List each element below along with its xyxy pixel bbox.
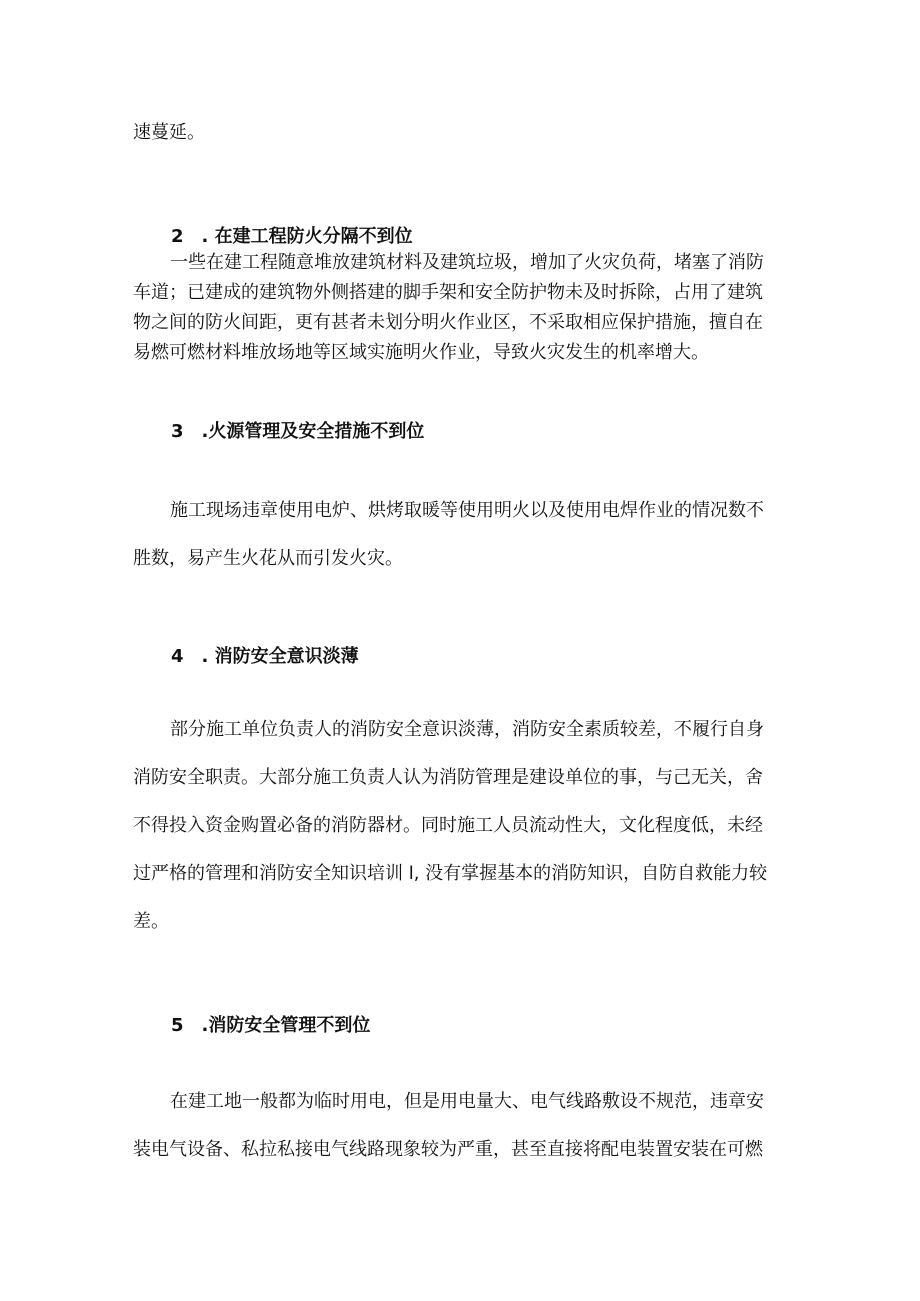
paragraph-line: 速蔓延。 <box>133 122 205 143</box>
section-heading-5: 5 .消防安全管理不到位 <box>171 1015 371 1036</box>
section-4-paragraph <box>133 706 793 946</box>
section-heading-4: 4 . 消防安全意识淡薄 <box>171 646 359 667</box>
paragraph-line: 差。 <box>133 911 169 932</box>
paragraph-line: 在建工地一般都为临时用电，但是用电量大、电气线路敷设不规范，违章安 <box>170 1091 764 1112</box>
paragraph-line: 施工现场违章使用电炉、烘烤取暖等使用明火以及使用电焊作业的情况数不 <box>170 500 764 521</box>
section-heading-2: 2 . 在建工程防火分隔不到位 <box>171 226 413 247</box>
paragraph-line: 装电气设备、私拉私接电气线路现象较为严重，甚至直接将配电装置安装在可燃 <box>133 1139 763 1160</box>
paragraph-line: 易燃可燃材料堆放场地等区域实施明火作业，导致火灾发生的机率增大。 <box>133 342 709 363</box>
paragraph-line: 过严格的管理和消防安全知识培训 l, 没有掌握基本的消防知识，自防自救能力较 <box>133 863 768 884</box>
lead-paragraph <box>133 118 793 148</box>
paragraph-line: 一些在建工程随意堆放建筑材料及建筑垃圾，增加了火灾负荷，堵塞了消防 <box>170 252 764 273</box>
paragraph-line: 车道；已建成的建筑物外侧搭建的脚手架和安全防护物未及时拆除，占用了建筑 <box>133 282 763 303</box>
paragraph-line: 物之间的防火间距，更有甚者未划分明火作业区，不采取相应保护措施，擅自在 <box>133 312 763 333</box>
paragraph-line: 不得投入资金购置必备的消防器材。同时施工人员流动性大，文化程度低，未经 <box>133 815 763 836</box>
paragraph-line: 部分施工单位负责人的消防安全意识淡薄，消防安全素质较差，不履行自身 <box>170 719 764 740</box>
section-2-paragraph <box>133 248 793 368</box>
section-5-paragraph <box>133 1078 793 1174</box>
paragraph-line: 消防安全职责。大部分施工负责人认为消防管理是建设单位的事，与己无关，舍 <box>133 767 763 788</box>
section-heading-3: 3 .火源管理及安全措施不到位 <box>171 421 425 442</box>
section-3-paragraph <box>133 487 793 583</box>
paragraph-line: 胜数，易产生火花从而引发火灾。 <box>133 548 403 569</box>
